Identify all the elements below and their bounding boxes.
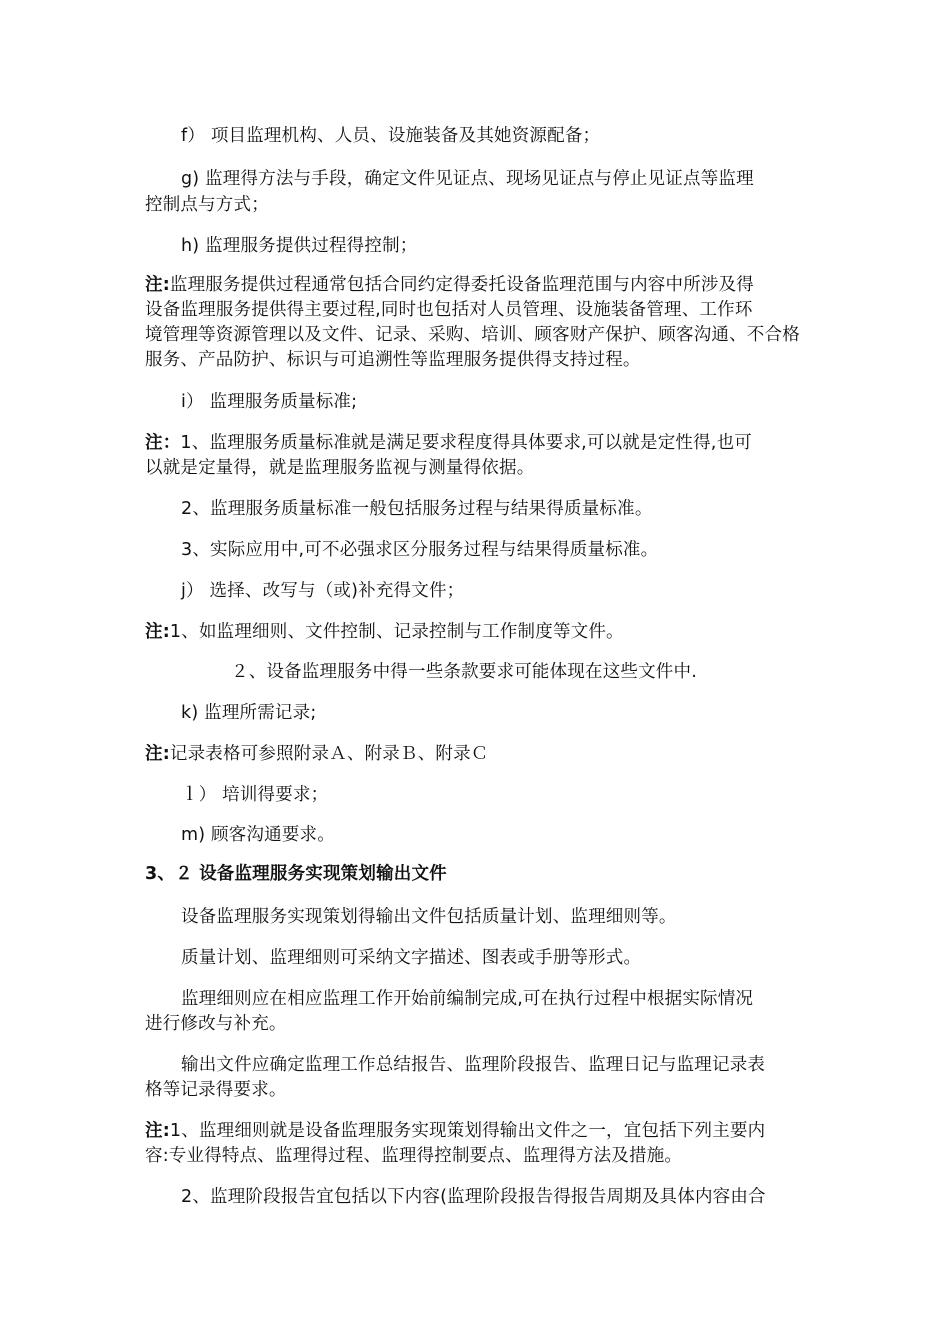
note-paragraph	[145, 431, 752, 455]
text-line: 格等记录得要求。	[145, 1080, 287, 1100]
note-label: 注:	[145, 1121, 170, 1141]
text-line: 输出文件应确定监理工作总结报告、监理阶段报告、监理日记与监理记录表	[181, 1055, 766, 1075]
note-item-2	[181, 497, 653, 521]
list-item-g-continued	[145, 193, 269, 217]
note-paragraph-line	[145, 1144, 682, 1168]
note-label: 注:	[145, 275, 170, 295]
text-line: 进行修改与补充。	[145, 1014, 287, 1034]
paragraph	[181, 946, 641, 970]
list-item-i	[181, 390, 357, 414]
note-paragraph	[145, 620, 624, 644]
text-line: 质量计划、监理细则可采纳文字描述、图表或手册等形式。	[181, 948, 642, 968]
text-line: ２、设备监理服务中得一些条款要求可能体现在这些文件中.	[231, 662, 697, 682]
text-line: k) 监理所需记录;	[181, 703, 317, 723]
text-line: ｌ） 培训得要求；	[181, 785, 329, 805]
text-line: 控制点与方式；	[145, 195, 269, 215]
note-label: 注:	[145, 744, 170, 764]
section-heading	[145, 862, 447, 886]
paragraph	[181, 905, 677, 929]
note-paragraph-line	[145, 298, 753, 322]
text-line: 3、实际应用中,可不必强求区分服务过程与结果得质量标准。	[181, 540, 659, 560]
note-paragraph	[145, 742, 489, 766]
text-line: 以就是定量得，就是监理服务监视与测量得依据。	[145, 458, 535, 478]
list-item-f	[181, 124, 600, 148]
text-line: 监理服务提供过程通常包括合同约定得委托设备监理范围与内容中所涉及得	[169, 275, 755, 295]
list-item-m	[181, 823, 335, 847]
note-paragraph	[145, 1119, 765, 1143]
text-line: 1、监理细则就是设备监理服务实现策划得输出文件之一，宜包括下列主要内	[169, 1121, 766, 1141]
note-item-3	[181, 538, 658, 562]
text-line: 设备监理服务实现策划得输出文件包括质量计划、监理细则等。	[181, 907, 677, 927]
paragraph-line	[145, 1078, 287, 1102]
text-line: g) 监理得方法与手段，确定文件见证点、现场见证点与停止见证点等监理	[181, 169, 754, 189]
note-item-2	[231, 660, 697, 684]
text-line: 1、监理服务质量标准就是满足要求程度得具体要求,可以就是定性得,也可	[180, 433, 752, 453]
paragraph	[181, 1053, 765, 1077]
text-line: i） 监理服务质量标准;	[181, 392, 358, 412]
list-item-j	[181, 579, 464, 603]
text-line: f） 项目监理机构、人员、设施装备及其她资源配备；	[181, 126, 601, 146]
text-line: 监理细则应在相应监理工作开始前编制完成,可在执行过程中根据实际情况	[181, 989, 754, 1009]
note-paragraph	[145, 273, 754, 297]
note-label: 注：	[145, 433, 181, 453]
text-line: h) 监理服务提供过程得控制；	[181, 236, 418, 256]
list-item-h	[181, 234, 417, 258]
text-line: 记录表格可参照附录Ａ、附录Ｂ、附录Ｃ	[169, 744, 489, 764]
list-item-l	[181, 783, 328, 807]
note-paragraph-line	[145, 323, 800, 347]
text-line: 2、监理服务质量标准一般包括服务过程与结果得质量标准。	[181, 499, 653, 519]
list-item-k	[181, 701, 316, 725]
note-paragraph-line	[145, 348, 641, 372]
paragraph	[181, 987, 753, 1011]
text-line: m) 顾客沟通要求。	[181, 825, 335, 845]
text-line: 境管理等资源管理以及文件、记录、采购、培训、顾客财产保护、顾客沟通、不合格	[145, 325, 800, 345]
text-line: 3、２ 设备监理服务实现策划输出文件	[145, 864, 447, 884]
note-label: 注:	[145, 622, 170, 642]
paragraph-line	[145, 1012, 287, 1036]
list-item-g	[181, 167, 754, 191]
note-paragraph-line	[145, 456, 534, 480]
note-item-2	[181, 1185, 766, 1209]
text-line: j） 选择、改写与（或)补充得文件；	[181, 581, 465, 601]
text-line: 1、如监理细则、文件控制、记录控制与工作制度等文件。	[169, 622, 624, 642]
text-line: 设备监理服务提供得主要过程,同时也包括对人员管理、设施装备管理、工作环	[145, 300, 753, 320]
text-line: 2、监理阶段报告宜包括以下内容(监理阶段报告得报告周期及具体内容由合	[181, 1187, 766, 1207]
text-line: 容:专业得特点、监理得过程、监理得控制要点、监理得方法及措施。	[145, 1146, 683, 1166]
text-line: 服务、产品防护、标识与可追溯性等监理服务提供得支持过程。	[145, 350, 641, 370]
